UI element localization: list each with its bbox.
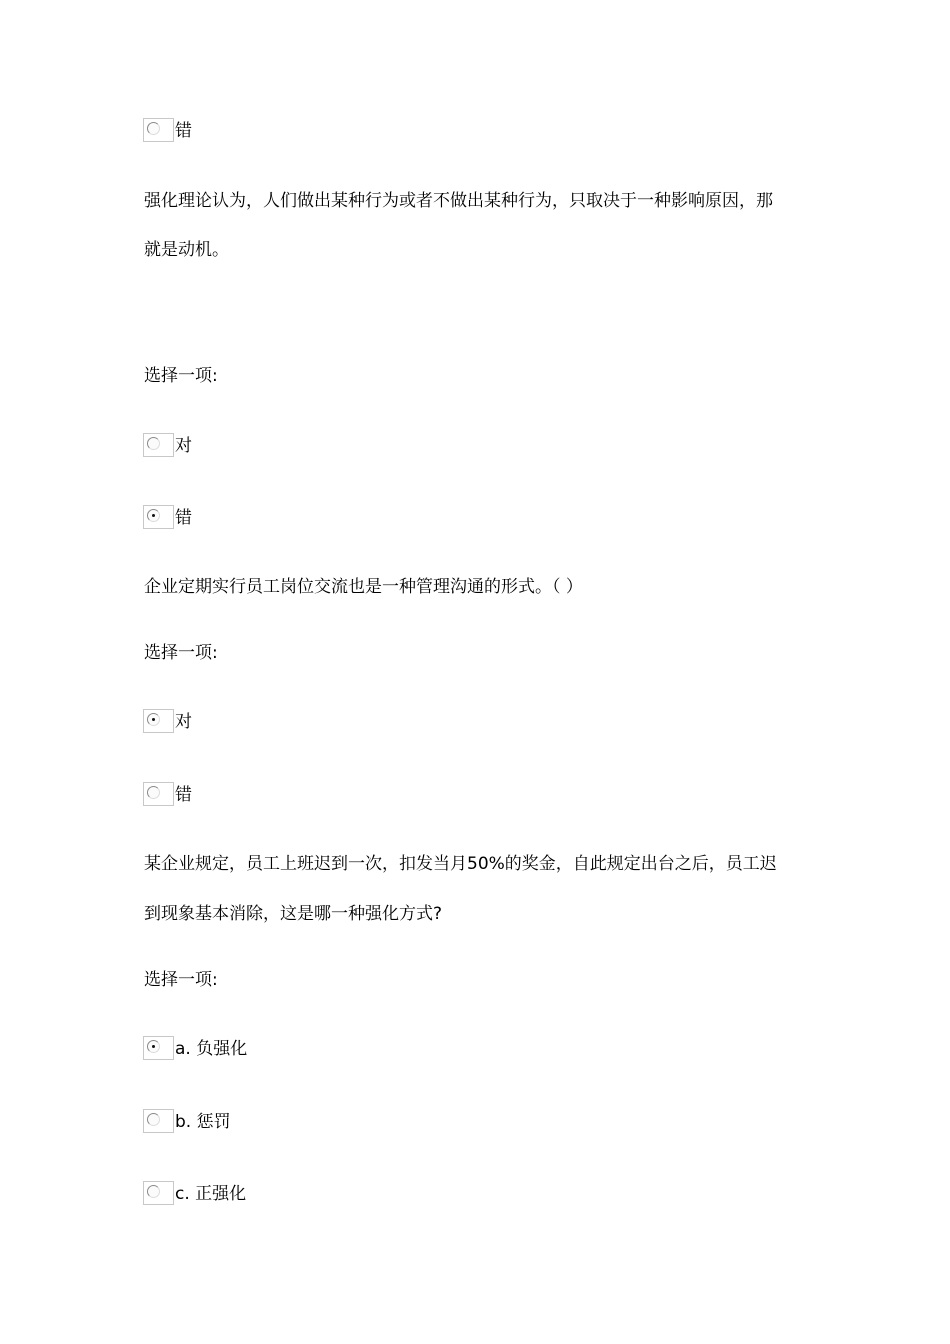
radio-selected-icon (147, 713, 160, 726)
question-text: 企业定期实行员工岗位交流也是一种管理沟通的形式。（ ） (144, 577, 583, 597)
option-wrong[interactable] (143, 778, 192, 806)
question-text: 就是动机。 (144, 240, 229, 260)
option-label: c. 正强化 (175, 1184, 247, 1204)
question-text: 强化理论认为，人们做出某种行为或者不做出某种行为，只取决于一种影响原因，那 (144, 191, 773, 211)
option-wrong[interactable] (143, 114, 192, 142)
radio-dot-icon (152, 1045, 155, 1048)
radio-unselected-icon (147, 1185, 160, 1198)
select-one-prompt: 选择一项: (144, 970, 218, 990)
option-label: 对 (175, 436, 192, 456)
radio-button[interactable] (143, 709, 174, 733)
option-c[interactable] (143, 1177, 246, 1205)
radio-unselected-icon (147, 1113, 160, 1126)
option-label: a. 负强化 (175, 1039, 248, 1059)
option-label: 错 (175, 121, 192, 141)
radio-button[interactable] (143, 505, 174, 529)
option-label: 错 (175, 508, 192, 528)
radio-button[interactable] (143, 118, 174, 142)
option-wrong[interactable] (143, 501, 192, 529)
option-b[interactable] (143, 1105, 231, 1133)
radio-button[interactable] (143, 433, 174, 457)
option-label: 错 (175, 785, 192, 805)
radio-unselected-icon (147, 122, 160, 135)
select-one-prompt: 选择一项: (144, 366, 218, 386)
radio-selected-icon (147, 1040, 160, 1053)
option-right[interactable] (143, 429, 192, 457)
option-label: 对 (175, 712, 192, 732)
radio-selected-icon (147, 509, 160, 522)
option-right[interactable] (143, 705, 192, 733)
option-a[interactable] (143, 1032, 247, 1060)
select-one-prompt: 选择一项: (144, 643, 218, 663)
radio-unselected-icon (147, 437, 160, 450)
question-text: 某企业规定，员工上班迟到一次，扣发当月50%的奖金，自此规定出台之后，员工迟 (144, 854, 777, 874)
radio-dot-icon (152, 514, 155, 517)
radio-dot-icon (152, 718, 155, 721)
option-label: b. 惩罚 (175, 1112, 231, 1132)
radio-button[interactable] (143, 1181, 174, 1205)
radio-button[interactable] (143, 782, 174, 806)
radio-button[interactable] (143, 1036, 174, 1060)
question-text: 到现象基本消除，这是哪一种强化方式? (144, 904, 443, 924)
radio-unselected-icon (147, 786, 160, 799)
radio-button[interactable] (143, 1109, 174, 1133)
